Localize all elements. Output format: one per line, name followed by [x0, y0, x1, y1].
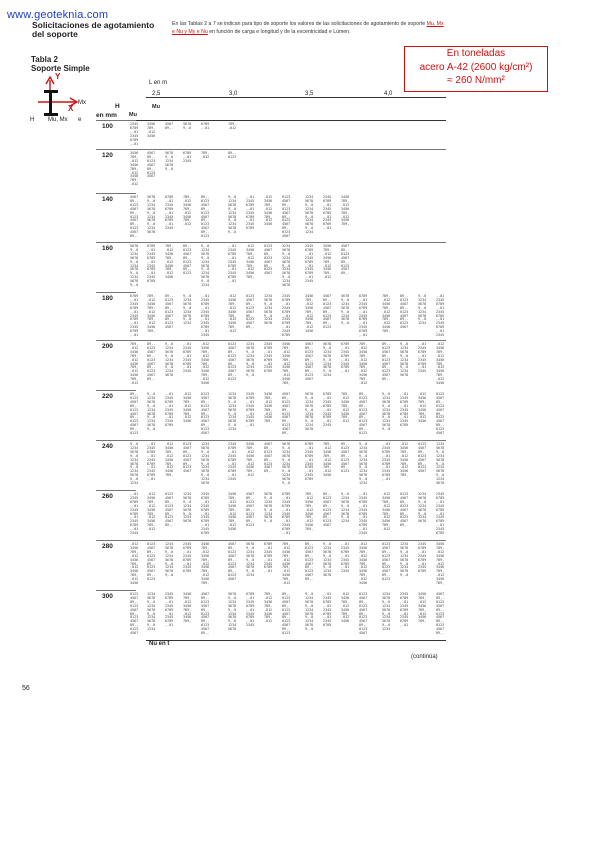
table-cell-block: 9,.0 1234 5678 9,.0 1234 5678 9,.0 1234 5678 9,.0 [382, 392, 391, 432]
web [49, 90, 52, 116]
column-header-rule [96, 120, 446, 121]
h-row-label: 300 [102, 593, 113, 600]
table-cell-block: 0123 4567 89,. 0123 4567 89,. 0123 4567 89,. [165, 492, 174, 528]
table-cell-block: 2345 6789 ,.01 2345 6789 ,.01 2345 6789 [418, 542, 427, 574]
length-4-0: 4,0 [384, 91, 393, 97]
table-cell-block: 89,. 0123 4567 89,. 0123 4567 89,. 0123 4567 89,. 0123 [359, 392, 368, 436]
table-cell-block: 3456 789, .012 3456 789, .012 3456 789, [183, 592, 192, 624]
mu-subheader: Mu [152, 104, 160, 110]
length-header: L en m [149, 80, 168, 86]
h-row-label: 200 [102, 343, 113, 350]
table-cell-block: .012 3456 789, .012 3456 789, .012 3456 [418, 392, 427, 424]
table-cell-block: 3456 789, .012 3456 789, .012 3456 789, [264, 392, 273, 424]
table-cell-block: 89,. 0123 4567 89,. 0123 4567 89,. 0123 4567 89,. 0123 [282, 592, 291, 636]
table-cell-block: 6789 ,.01 2345 6789 ,.01 2345 6789 ,.01 2345 6789 [147, 244, 156, 284]
table-number: Tabla 2 [31, 55, 58, 64]
row-separator [96, 490, 136, 491]
table-cell-block: 2345 6789 ,.01 2345 6789 ,.01 2345 6789 ,.01 2345 6789 [282, 294, 291, 338]
table-cell-block: 3456 789, .012 3456 789, .012 3456 789, .012 [130, 151, 139, 187]
table-cell-block: 89,. 0123 4567 89,. 0123 4567 89,. 0123 4567 [323, 492, 332, 528]
h-row-label: 100 [102, 123, 113, 130]
table-cell-block: 1234 5678 9,.0 1234 5678 9,.0 1234 5678 9,.0 1234 [305, 195, 314, 235]
table-cell-block: 9,.0 1234 5678 9,.0 1234 5678 9,.0 1234 5678 9,.0 1234 [201, 244, 210, 288]
table-cell-block: 9,.0 1234 5678 9,.0 1234 5678 9,.0 1234 5678 [323, 542, 332, 578]
table-cell-block: 3456 789, .012 3456 789, .012 3456 789, .012 [323, 244, 332, 280]
table-cell-block: 89,. 0123 [228, 151, 237, 159]
table-cell-block: 5678 9,.0 1234 5678 9,.0 1234 5678 9,.0 [264, 492, 273, 524]
table-cell-block: 3456 789, .012 3456 789, .012 3456 789, [341, 195, 350, 227]
table-cell-block: 4567 89,. 0123 4567 89,. 0123 4567 89,. 0123 [246, 492, 255, 528]
h-row-label: 120 [102, 152, 113, 159]
table-cell-block: 3456 789, .012 3456 789, .012 3456 789, .012 3456 789, [201, 542, 210, 586]
table-cell-block: ,.01 2345 6789 ,.01 2345 6789 ,.01 2345 6789 [246, 195, 255, 231]
length-3-0: 3,0 [229, 91, 238, 97]
table-cell-block: 9,.0 1234 5678 9,.0 1234 5678 9,.0 1234 [418, 294, 427, 326]
table-cell-block: .012 3456 789, .012 3456 789, .012 3456 789, .012 [382, 492, 391, 532]
table-cell-block: 89,. 0123 4567 89,. 0123 4567 89,. 0123 [341, 442, 350, 474]
row-separator [96, 590, 136, 591]
table-cell-block: ,.01 2345 6789 ,.01 2345 6789 ,.01 2345 6789 ,.01 2345 [359, 492, 368, 536]
table-cell-block: 4567 89,. 0123 4567 89,. 0123 4567 89,. 0123 4567 89,. [130, 195, 139, 239]
table-cell-block: 1234 5678 9,.0 1234 5678 9,.0 1234 5678 9,.0 1234 [147, 592, 156, 632]
table-cell-block: ,.01 2345 6789 ,.01 2345 6789 ,.01 2345 6789 [323, 592, 332, 628]
table-cell-block: 789, .012 3456 789, .012 3456 789, .012 3456 [323, 442, 332, 478]
table-cell-block: 4567 89,. 0123 4567 89,. 0123 4567 89,. 0123 [323, 294, 332, 330]
table-cell-block: 89,. 0123 4567 89,. 0123 4567 89,. 0123 4567 89,. 0123 [130, 392, 139, 436]
table-cell-block: 1234 5678 9,.0 1234 5678 9,.0 1234 5678 9,.0 [400, 542, 409, 578]
table-cell-block: 789, .012 3456 789, .012 3456 789, .012 3456 789, .012 [282, 542, 291, 586]
table-cell-block: .012 3456 789, .012 3456 789, .012 3456 789, [246, 244, 255, 280]
table-cell-block: .012 3456 789, .012 3456 789, .012 3456 789, .012 3456 [130, 542, 139, 586]
table-cell-block: 3456 789, .012 3456 [147, 122, 156, 138]
table-cell-block: 89,. 0123 4567 89,. 0123 4567 89,. 0123 4567 89,. [147, 342, 156, 382]
intro-after: en función de carga e longitud y de la excentricidad e Lúmen. [209, 29, 351, 35]
h-row-label: 220 [102, 393, 113, 400]
h-unit-header: en mm [96, 112, 117, 119]
table-cell-block: 5678 9,.0 1234 5678 9,.0 1234 5678 9,.0 1234 5678 9,.0 [282, 442, 291, 486]
table-cell-block: 0123 4567 89,. 0123 4567 89,. 0123 4567 89,. 0123 4567 [359, 592, 368, 636]
h-row-label: 140 [102, 196, 113, 203]
h-dim-label: H [30, 117, 35, 123]
bottom-flange [44, 113, 58, 116]
table-cell-block: 3456 789, .012 3456 789, .012 3456 789, .012 3456 [305, 294, 314, 334]
table-cell-block: 2345 6789 ,.01 2345 6789 ,.01 2345 6789 ,.01 [246, 392, 255, 428]
page-title [32, 21, 172, 39]
note-line-3: ≈ 260 N/mm² [447, 75, 505, 86]
table-cell-block: 3456 789, .012 3456 789, .012 3456 789, .012 [246, 442, 255, 478]
h-header: H [115, 103, 120, 110]
row-separator [96, 193, 136, 194]
table-cell-block: 1234 5678 9,.0 1234 5678 9,.0 1234 5678 9,.0 1234 5678 [282, 244, 291, 288]
table-cell-block: 0123 4567 89,. 0123 4567 89,. 0123 4567 [418, 442, 427, 474]
x-axis-label: X [68, 104, 74, 113]
table-cell-block: 2345 6789 ,.01 2345 6789 ,.01 2345 6789 ,.01 [400, 592, 409, 628]
mu-column-header: Mu [129, 112, 137, 118]
table-cell-block: 2345 6789 ,.01 2345 6789 ,.01 2345 6789 [264, 342, 273, 374]
table-cell-block: 789, .012 3456 789, .012 3456 789, .012 3456 789, [382, 294, 391, 334]
footer-nu-label: Nu en t [149, 641, 170, 647]
table-cell-block: 1234 5678 9,.0 1234 5678 9,.0 1234 5678 9,.0 1234 [228, 392, 237, 432]
table-cell-block: 6789 ,.01 2345 6789 ,.01 2345 6789 ,.01 2345 [165, 195, 174, 231]
table-cell-block: 789, .012 3456 789, .012 3456 789, .012 3456 789, .012 [130, 342, 139, 386]
length-3-5: 3,5 [305, 91, 314, 97]
page-number: 56 [22, 685, 30, 692]
table-cell-block: 0123 4567 89,. 0123 4567 89,. 0123 4567 [264, 244, 273, 276]
table-cell-block: 4567 89,. 0123 4567 89,. 0123 4567 [147, 151, 156, 179]
table-cell-block: 89,. 0123 4567 89,. 0123 4567 89,. 0123 4567 89,. [382, 342, 391, 382]
table-cell-block: 789, .012 [201, 151, 210, 159]
table-cell-block: 789, .012 3456 789, .012 3456 789, .012 3456 789, [147, 294, 156, 334]
table-cell-block: 2345 6789 ,.01 2345 6789 ,.01 2345 6789 ,.01 2345 6789 [201, 492, 210, 536]
table-cell-block: 0123 4567 89,. 0123 4567 89,. 0123 4567 89,. [400, 492, 409, 528]
table-cell-block: 3456 789, .012 3456 789, .012 3456 789, .012 3456 789, [282, 342, 291, 386]
table-label [31, 55, 90, 73]
table-cell-block: 89,. 0123 4567 89,. 0123 4567 89,. 0123 [183, 244, 192, 276]
table-cell-block: 6789 ,.01 2345 6789 ,.01 2345 6789 ,.01 [341, 342, 350, 374]
table-cell-block: 9,.0 1234 5678 9,.0 1234 5678 9,.0 1234 5678 9,.0 1234 [359, 442, 368, 486]
row-separator [96, 440, 446, 441]
row-separator [96, 149, 446, 150]
table-cell-block: ,.01 2345 6789 ,.01 2345 6789 ,.01 2345 6789 ,.01 [382, 442, 391, 482]
table-cell-block: 5678 9,.0 [183, 122, 192, 130]
table-cell-block: ,.01 2345 6789 ,.01 2345 6789 ,.01 2345 6789 ,.01 2345 [436, 294, 445, 338]
table-cell-block: 89,. 0123 4567 89,. 0123 4567 89,. 0123 4567 89,. [305, 542, 314, 582]
table-cell-block: 789, .012 3456 789, .012 3456 789, .012 3456 789, .012 [359, 342, 368, 386]
table-cell-block: 0123 4567 89,. 0123 4567 89,. 0123 4567 89,. 0123 [228, 342, 237, 382]
table-cell-block: 3456 789, .012 3456 789, .012 3456 789, .012 3456 789, [436, 542, 445, 586]
row-separator [96, 292, 136, 293]
table-cell-block: .012 3456 789, .012 3456 789, .012 3456 789, .012 3456 [201, 342, 210, 386]
units-note-box [404, 46, 548, 92]
e-label: e [78, 117, 82, 123]
table-cell-block: 6789 ,.01 2345 6789 ,.01 2345 6789 ,.01 2345 [323, 392, 332, 428]
intro-underlined: Mu, Mx e Nu y My e Nu [172, 21, 444, 35]
table-cell-block: 6789 ,.01 2345 6789 ,.01 2345 6789 ,.01 2345 6789 ,.01 [282, 492, 291, 536]
h-row-label: 160 [102, 245, 113, 252]
table-cell-block: 5678 9,.0 1234 5678 9,.0 1234 5678 9,.0 [341, 294, 350, 326]
table-cell-block: .012 3456 789, .012 3456 789, .012 3456 789, .012 3456 [359, 542, 368, 586]
table-cell-block: 789, .012 3456 789, .012 3456 789, .012 [183, 195, 192, 227]
table-cell-block: 0123 4567 89,. 0123 4567 89,. 0123 4567 89,. 0123 4567 [436, 392, 445, 436]
table-cell-block: .012 3456 789, .012 3456 789, .012 3456 789, .012 [228, 294, 237, 334]
row-separator [96, 120, 136, 121]
table-cell-block: 0123 4567 89,. 0123 4567 89,. 0123 4567 89,. 0123 [382, 542, 391, 582]
table-cell-block: 6789 ,.01 2345 6789 ,.01 2345 6789 ,.01 [264, 542, 273, 574]
h-row-label: 240 [102, 443, 113, 450]
table-cell-block: 9,.0 1234 5678 9,.0 1234 5678 9,.0 1234 5678 9,.0 [305, 592, 314, 632]
table-cell-block: 1234 5678 9,.0 1234 5678 9,.0 1234 5678 [264, 294, 273, 326]
table-cell-block: 0123 4567 89,. 0123 4567 89,. 0123 4567 89,. 0123 [147, 542, 156, 582]
table-cell-block: 1234 5678 9,.0 1234 5678 9,.0 1234 5678 9,.0 [165, 542, 174, 578]
table-cell-block: ,.01 2345 6789 ,.01 2345 6789 ,.01 2345 [418, 342, 427, 374]
table-cell-block: 89,. 0123 4567 89,. 0123 4567 89,. 0123 4567 [165, 294, 174, 330]
table-cell-block: 1234 5678 9,.0 1234 5678 9,.0 1234 5678 9,.0 1234 [382, 592, 391, 632]
table-cell-block: ,.01 2345 6789 ,.01 2345 6789 ,.01 2345 6789 [165, 392, 174, 428]
table-cell-block: 89,. 0123 4567 89,. 0123 4567 89,. 0123 4567 89,. 0123 [201, 195, 210, 239]
intro-text [172, 20, 444, 36]
table-cell-block: 2345 6789 ,.01 2345 6789 ,.01 [130, 122, 139, 146]
note-line-1: En toneladas [446, 48, 506, 59]
table-cell-block: 6789 ,.01 2345 6789 ,.01 2345 6789 ,.01 2345 6789 ,.01 [359, 294, 368, 338]
table-cell-block: 0123 4567 89,. 0123 4567 89,. 0123 4567 89,. 0123 4567 [201, 392, 210, 436]
mx-label: Mx [78, 100, 86, 106]
table-cell-block: 1234 5678 9,.0 1234 5678 9,.0 1234 5678 [418, 492, 427, 524]
title-line-2: del soporte [32, 29, 78, 39]
h-row-label: 180 [102, 295, 113, 302]
table-cell-block: 9,.0 1234 5678 9,.0 1234 5678 9,.0 1234 5678 9,.0 [228, 195, 237, 235]
site-watermark: www.geoteknia.com [7, 9, 109, 21]
table-cell-block: ,.01 2345 6789 ,.01 2345 6789 ,.01 2345 6789 ,.01 2345 [201, 294, 210, 338]
table-cell-block: 9,.0 1234 5678 9,.0 1234 5678 9,.0 1234 5678 [165, 342, 174, 378]
continua-note: (continúa) [411, 654, 438, 660]
table-cell-block: 4567 89,. [165, 122, 174, 130]
table-cell-block: 9,.0 1234 5678 9,.0 1234 5678 9,.0 1234 [341, 492, 350, 524]
title-line-1: Solicitaciones de agotamiento [32, 20, 155, 30]
table-cell-block: 9,.0 1234 5678 9,.0 1234 5678 9,.0 1234 [183, 294, 192, 326]
table-cell-block: .012 3456 789, .012 3456 789, .012 3456 [183, 392, 192, 424]
beam-section-diagram [36, 72, 100, 122]
table-cell-block: ,.01 2345 6789 ,.01 2345 6789 ,.01 2345 6789 ,.01 2345 [130, 492, 139, 536]
table-cell-block: ,.01 2345 6789 ,.01 2345 6789 ,.01 2345 6789 ,.01 [147, 442, 156, 482]
table-cell-block: 3456 789, .012 3456 789, .012 3456 789, .012 3456 [228, 492, 237, 532]
table-cell-block: ,.01 2345 6789 ,.01 2345 6789 ,.01 2345 [183, 342, 192, 374]
table-cell-block: 3456 789, .012 3456 789, .012 3456 789, [418, 592, 427, 624]
table-cell-block: .012 3456 789, .012 3456 789, .012 3456 [341, 592, 350, 624]
table-cell-block: 1234 5678 9,.0 1234 5678 9,.0 1234 5678 9,.0 [246, 342, 255, 378]
table-cell-block: 4567 89,. 0123 4567 89,. 0123 4567 89,. [264, 442, 273, 474]
table-cell-block: 1234 5678 9,.0 1234 5678 9,.0 1234 5678 [183, 492, 192, 524]
table-cell-block: 6789 ,.01 2345 [183, 151, 192, 163]
table-cell-block: 5678 9,.0 1234 5678 9,.0 [165, 151, 174, 171]
table-cell-block: 9,.0 1234 5678 9,.0 1234 5678 9,.0 1234 5678 9,.0 [147, 392, 156, 432]
table-cell-block: 5678 9,.0 1234 5678 9,.0 1234 5678 9,.0 1234 5678 [305, 392, 314, 432]
table-cell-block: 2345 6789 ,.01 2345 6789 ,.01 2345 6789 [183, 542, 192, 574]
table-cell-block: 9,.0 1234 5678 9,.0 1234 5678 9,.0 1234 5678 9,.0 1234 [130, 442, 139, 486]
table-cell-block: 789, .012 3456 789, .012 3456 789, .012 [341, 392, 350, 424]
table-subtitle: Soporte Simple [31, 64, 90, 73]
table-cell-block: 4567 89,. 0123 4567 89,. 0123 4567 89,. [341, 244, 350, 276]
table-cell-block: 4567 89,. 0123 4567 89,. 0123 4567 89,. 0123 4567 [305, 342, 314, 382]
table-cell-block: 6789 ,.01 [201, 122, 210, 130]
table-cell-block: .012 3456 789, .012 3456 789, .012 3456 789, [400, 442, 409, 478]
table-cell-block: 4567 89,. 0123 4567 89,. 0123 4567 89,. 0123 4567 89,. [201, 592, 210, 636]
table-cell-block: 2345 6789 ,.01 2345 6789 ,.01 2345 6789 ,.01 2345 [305, 244, 314, 284]
y-axis-label: Y [55, 72, 61, 81]
table-cell-block: 789, .012 3456 789, .012 3456 789, .012 3456 789, [305, 492, 314, 532]
table-cell-block: 1234 5678 9,.0 1234 5678 9,.0 1234 5678 9,.0 1234 5678 [201, 442, 210, 486]
table-cell-block: .012 3456 789, .012 3456 789, .012 3456 [264, 195, 273, 227]
mu-mx-label: Mu, Mx [48, 117, 68, 123]
table-cell-block: 1234 5678 9,.0 1234 5678 9,.0 1234 5678 9,.0 1234 5678 [436, 442, 445, 486]
note-line-2: acero A-42 (2600 kg/cm²) [419, 61, 533, 73]
row-separator [96, 540, 446, 541]
table-cell-block: ,.01 2345 6789 ,.01 2345 6789 ,.01 2345 6789 [400, 392, 409, 428]
table-cell-block: 6789 ,.01 2345 6789 ,.01 2345 6789 ,.01 2345 6789 ,.01 [130, 294, 139, 338]
table-cell-block: 9,.0 1234 5678 9,.0 1234 5678 9,.0 1234 5678 [400, 342, 409, 378]
table-cell-block: .012 3456 789, .012 3456 789, .012 3456 789, [165, 442, 174, 478]
table-cell-block: ,.01 2345 6789 ,.01 2345 6789 ,.01 2345 6789 ,.01 [228, 244, 237, 284]
table-cell-block: 4567 89,. 0123 4567 89,. 0123 4567 89,. 0123 4567 89,. [436, 592, 445, 636]
row-separator [96, 242, 446, 243]
h-row-label: 260 [102, 493, 113, 500]
table-cell-block: 2345 6789 ,.01 2345 6789 ,.01 2345 6789 ,.01 [165, 592, 174, 628]
table-cell-block: 2345 6789 ,.01 2345 6789 ,.01 2345 6789 ,.01 2345 6789 [436, 492, 445, 536]
table-cell-block: 89,. 0123 4567 89,. 0123 4567 89,. 0123 4567 [400, 294, 409, 330]
h-row-label: 280 [102, 543, 113, 550]
table-cell-block: .012 3456 789, .012 3456 789, .012 3456 789, .012 [147, 492, 156, 532]
table-cell-block: 789, .012 3456 789, .012 3456 789, .012 [264, 592, 273, 624]
table-cell-block: 5678 9,.0 1234 5678 9,.0 1234 5678 9,.0 1234 5678 [147, 195, 156, 235]
table-cell-block: 0123 4567 89,. 0123 4567 89,. 0123 4567 89,. 0123 4567 [282, 195, 291, 239]
table-cell-block: 4567 89,. 0123 4567 89,. 0123 4567 89,. 0123 4567 [228, 542, 237, 582]
table-cell-block: .012 3456 789, .012 3456 789, .012 3456 789, .012 3456 [436, 342, 445, 386]
table-cell-block: 5678 9,.0 1234 5678 9,.0 1234 5678 9,.0 1234 [323, 342, 332, 378]
table-cell-block: 6789 ,.01 2345 6789 ,.01 2345 6789 ,.01 2345 [246, 592, 255, 628]
table-cell-block: 4567 89,. 0123 4567 89,. 0123 4567 89,. 0123 4567 89,. [282, 392, 291, 436]
intro-before: En las Tablas 2 a 7 se indican para tipo de soporte los valores de las solicitaciones de agotamiento de soporte [172, 21, 426, 27]
row-separator [96, 390, 136, 391]
table-cell-block: 0123 4567 89,. 0123 4567 89,. 0123 4567 89,. 0123 4567 [130, 592, 139, 636]
table-cell-block: 2345 6789 ,.01 2345 6789 ,.01 2345 6789 ,.01 [323, 195, 332, 231]
table-cell-block: 5678 9,.0 1234 5678 9,.0 1234 5678 9,.0 1234 [246, 542, 255, 578]
header-rule [146, 97, 446, 98]
table-cell-block: ,.01 2345 6789 ,.01 2345 6789 ,.01 2345 [341, 542, 350, 574]
table-cell-block: 0123 4567 89,. 0123 4567 89,. 0123 4567 89,. [246, 294, 255, 330]
table-cell-block: 789, .012 [228, 122, 237, 130]
row-separator [96, 340, 446, 341]
table-cell-block: 0123 4567 89,. 0123 4567 89,. 0123 4567 [183, 442, 192, 474]
length-2-5: 2,5 [152, 91, 161, 97]
table-cell-block: 5678 9,.0 1234 5678 9,.0 1234 5678 9,.0 1234 5678 [228, 592, 237, 632]
table-cell-block: 6789 ,.01 2345 6789 ,.01 2345 6789 ,.01 2345 6789 [305, 442, 314, 482]
table-cell-block: 5678 9,.0 1234 5678 9,.0 1234 5678 9,.0 1234 5678 9,.0 [130, 244, 139, 288]
table-cell-block: 2345 6789 ,.01 2345 6789 ,.01 2345 6789 ,.01 2345 [228, 442, 237, 482]
table-cell-block: 789, .012 3456 789, .012 3456 789, .012 3456 [165, 244, 174, 280]
bottom-rule [146, 640, 446, 641]
